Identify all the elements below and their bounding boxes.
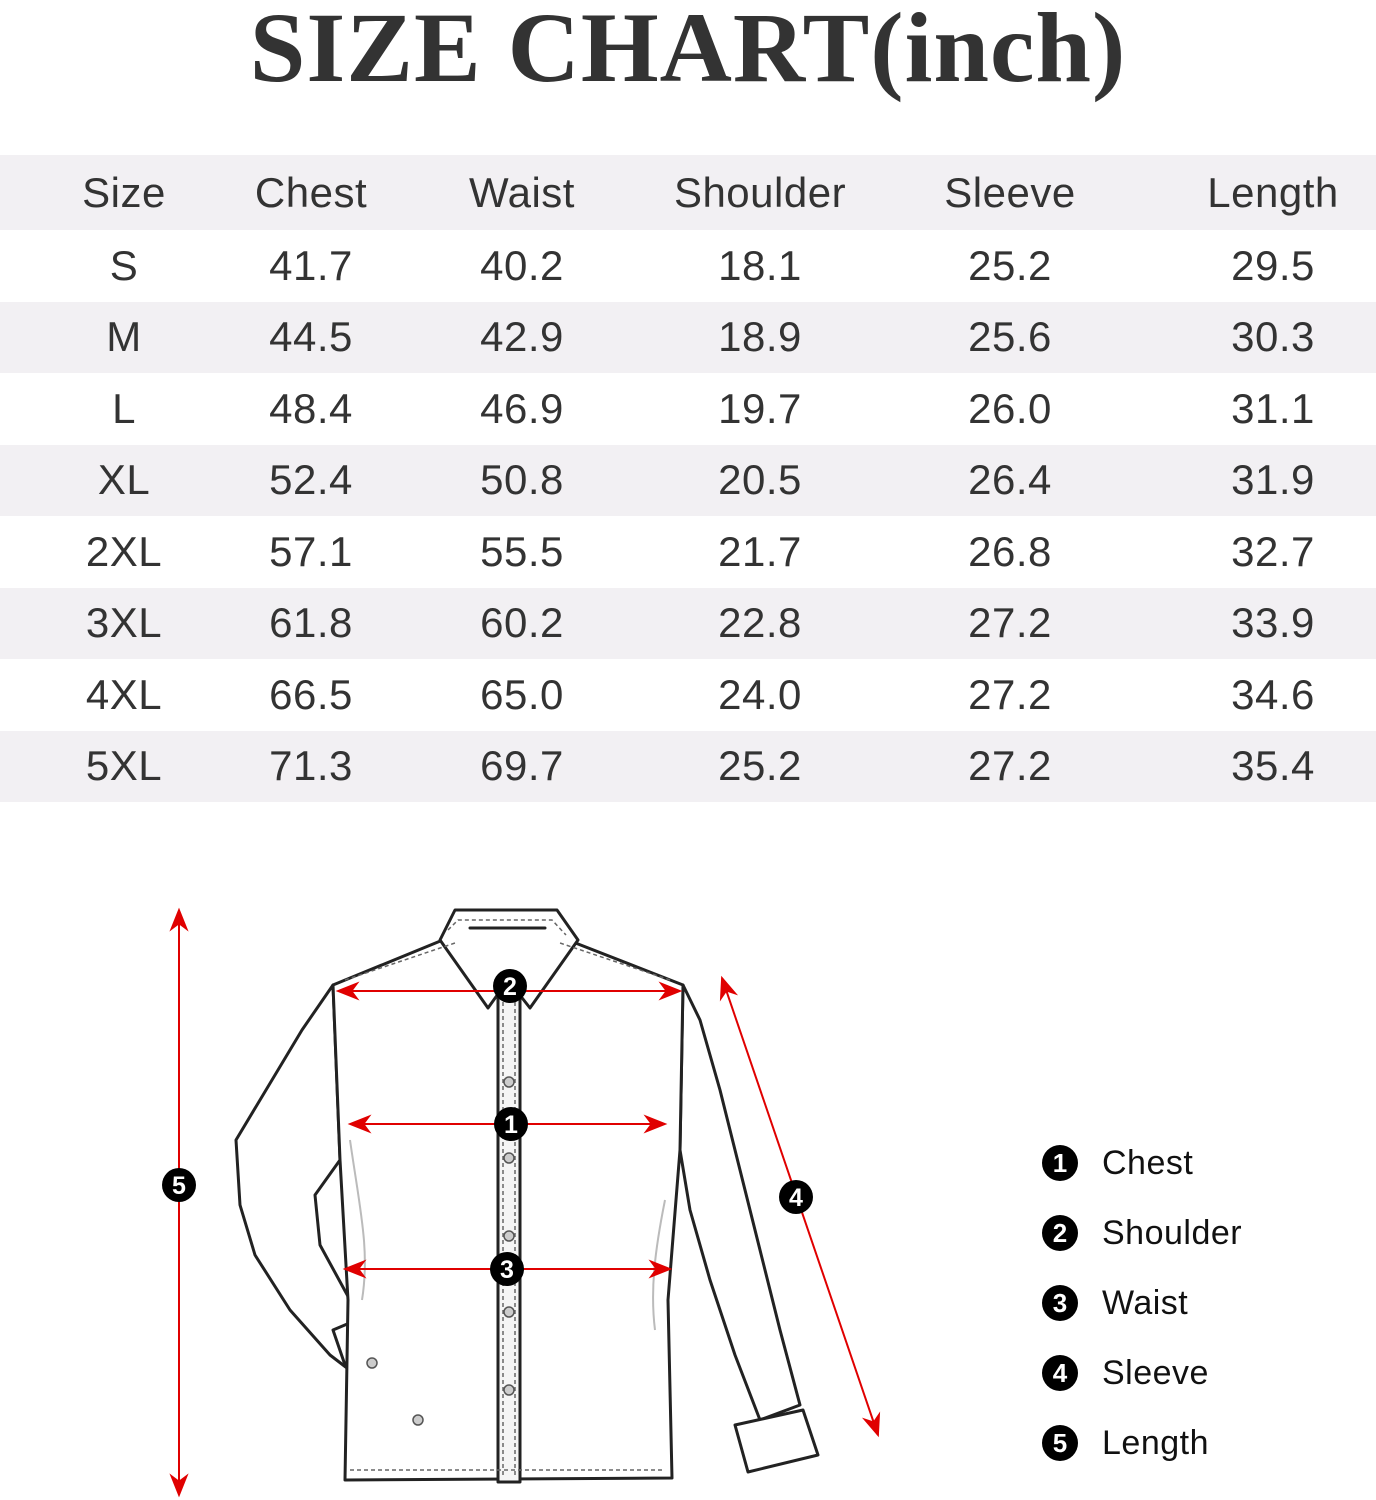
legend-item <box>1042 1268 1362 1338</box>
table-row <box>0 588 1376 660</box>
marker-length <box>162 1168 196 1202</box>
cell-chest: 66.5 <box>269 670 353 718</box>
cell-sleeve: 26.0 <box>968 384 1052 432</box>
header-size: Size <box>82 168 166 216</box>
cell-sleeve: 25.2 <box>968 241 1052 289</box>
legend-label: Length <box>1102 1423 1209 1462</box>
cell-chest: 44.5 <box>269 313 353 361</box>
header-length: Length <box>1207 168 1339 216</box>
marker-chest-label: 1 <box>504 1111 518 1139</box>
cell-chest: 48.4 <box>269 384 353 432</box>
cell-length: 32.7 <box>1231 527 1315 575</box>
cell-chest: 57.1 <box>269 527 353 575</box>
table-row <box>0 659 1376 731</box>
marker-shoulder-label: 2 <box>503 973 517 1001</box>
legend-item <box>1042 1128 1362 1198</box>
cell-waist: 69.7 <box>480 742 564 790</box>
cell-chest: 41.7 <box>269 241 353 289</box>
table-row <box>0 516 1376 588</box>
marker-length-label: 5 <box>172 1172 186 1200</box>
cell-size: 2XL <box>85 527 163 575</box>
table-header-row <box>0 155 1376 230</box>
cell-waist: 42.9 <box>480 313 564 361</box>
cell-size: M <box>106 313 142 361</box>
cell-shoulder: 25.2 <box>718 742 802 790</box>
page-title: SIZE CHART(inch) <box>249 0 1127 103</box>
cell-chest: 52.4 <box>269 456 353 504</box>
legend-label: Waist <box>1102 1283 1189 1322</box>
cell-shoulder: 24.0 <box>718 670 802 718</box>
cell-size: 3XL <box>85 599 163 647</box>
cell-sleeve: 27.2 <box>968 670 1052 718</box>
legend-item <box>1042 1408 1362 1478</box>
cell-shoulder: 22.8 <box>718 599 802 647</box>
legend-label: Shoulder <box>1102 1213 1243 1252</box>
cell-shoulder: 19.7 <box>718 384 802 432</box>
legend-number: 5 <box>1042 1425 1078 1461</box>
cell-length: 33.9 <box>1231 599 1315 647</box>
cell-waist: 50.8 <box>480 456 564 504</box>
table-row <box>0 373 1376 445</box>
legend-number: 1 <box>1042 1145 1078 1181</box>
header-waist: Waist <box>469 168 575 216</box>
marker-shoulder <box>493 969 527 1003</box>
cell-shoulder: 21.7 <box>718 527 802 575</box>
cell-length: 34.6 <box>1231 670 1315 718</box>
cell-sleeve: 27.2 <box>968 599 1052 647</box>
cell-sleeve: 26.4 <box>968 456 1052 504</box>
cell-length: 31.9 <box>1231 456 1315 504</box>
cell-waist: 60.2 <box>480 599 564 647</box>
table-row <box>0 445 1376 517</box>
table-row <box>0 302 1376 374</box>
table-row <box>0 230 1376 302</box>
cell-sleeve: 26.8 <box>968 527 1052 575</box>
marker-chest <box>494 1107 528 1141</box>
cell-size: 4XL <box>85 670 163 718</box>
cell-size: S <box>109 241 139 289</box>
marker-waist-label: 3 <box>500 1256 514 1284</box>
shirt-outline <box>236 910 818 1482</box>
cell-length: 31.1 <box>1231 384 1315 432</box>
legend-item <box>1042 1198 1362 1268</box>
legend-number: 3 <box>1042 1285 1078 1321</box>
legend-label: Sleeve <box>1102 1353 1209 1392</box>
marker-waist <box>490 1252 524 1286</box>
cell-waist: 55.5 <box>480 527 564 575</box>
header-sleeve: Sleeve <box>944 168 1076 216</box>
cell-shoulder: 18.1 <box>718 241 802 289</box>
cell-shoulder: 20.5 <box>718 456 802 504</box>
table-row <box>0 731 1376 803</box>
legend-item <box>1042 1338 1362 1408</box>
size-table <box>0 155 1376 802</box>
cell-length: 35.4 <box>1231 742 1315 790</box>
marker-sleeve-label: 4 <box>789 1184 803 1212</box>
cell-length: 29.5 <box>1231 241 1315 289</box>
cell-size: L <box>112 384 136 432</box>
header-chest: Chest <box>254 168 368 216</box>
right-cuff <box>735 1410 818 1472</box>
cell-waist: 65.0 <box>480 670 564 718</box>
legend-number: 4 <box>1042 1355 1078 1391</box>
cell-chest: 61.8 <box>269 599 353 647</box>
cell-size: 5XL <box>85 742 163 790</box>
legend-number: 2 <box>1042 1215 1078 1251</box>
cell-sleeve: 27.2 <box>968 742 1052 790</box>
legend-label: Chest <box>1102 1143 1194 1182</box>
cell-length: 30.3 <box>1231 313 1315 361</box>
cell-chest: 71.3 <box>269 742 353 790</box>
cell-shoulder: 18.9 <box>718 313 802 361</box>
cell-waist: 46.9 <box>480 384 564 432</box>
header-shoulder: Shoulder <box>673 168 847 216</box>
cell-size: XL <box>97 456 151 504</box>
cell-sleeve: 25.6 <box>968 313 1052 361</box>
cell-waist: 40.2 <box>480 241 564 289</box>
marker-sleeve <box>779 1180 813 1214</box>
measurement-legend <box>1042 1128 1362 1478</box>
